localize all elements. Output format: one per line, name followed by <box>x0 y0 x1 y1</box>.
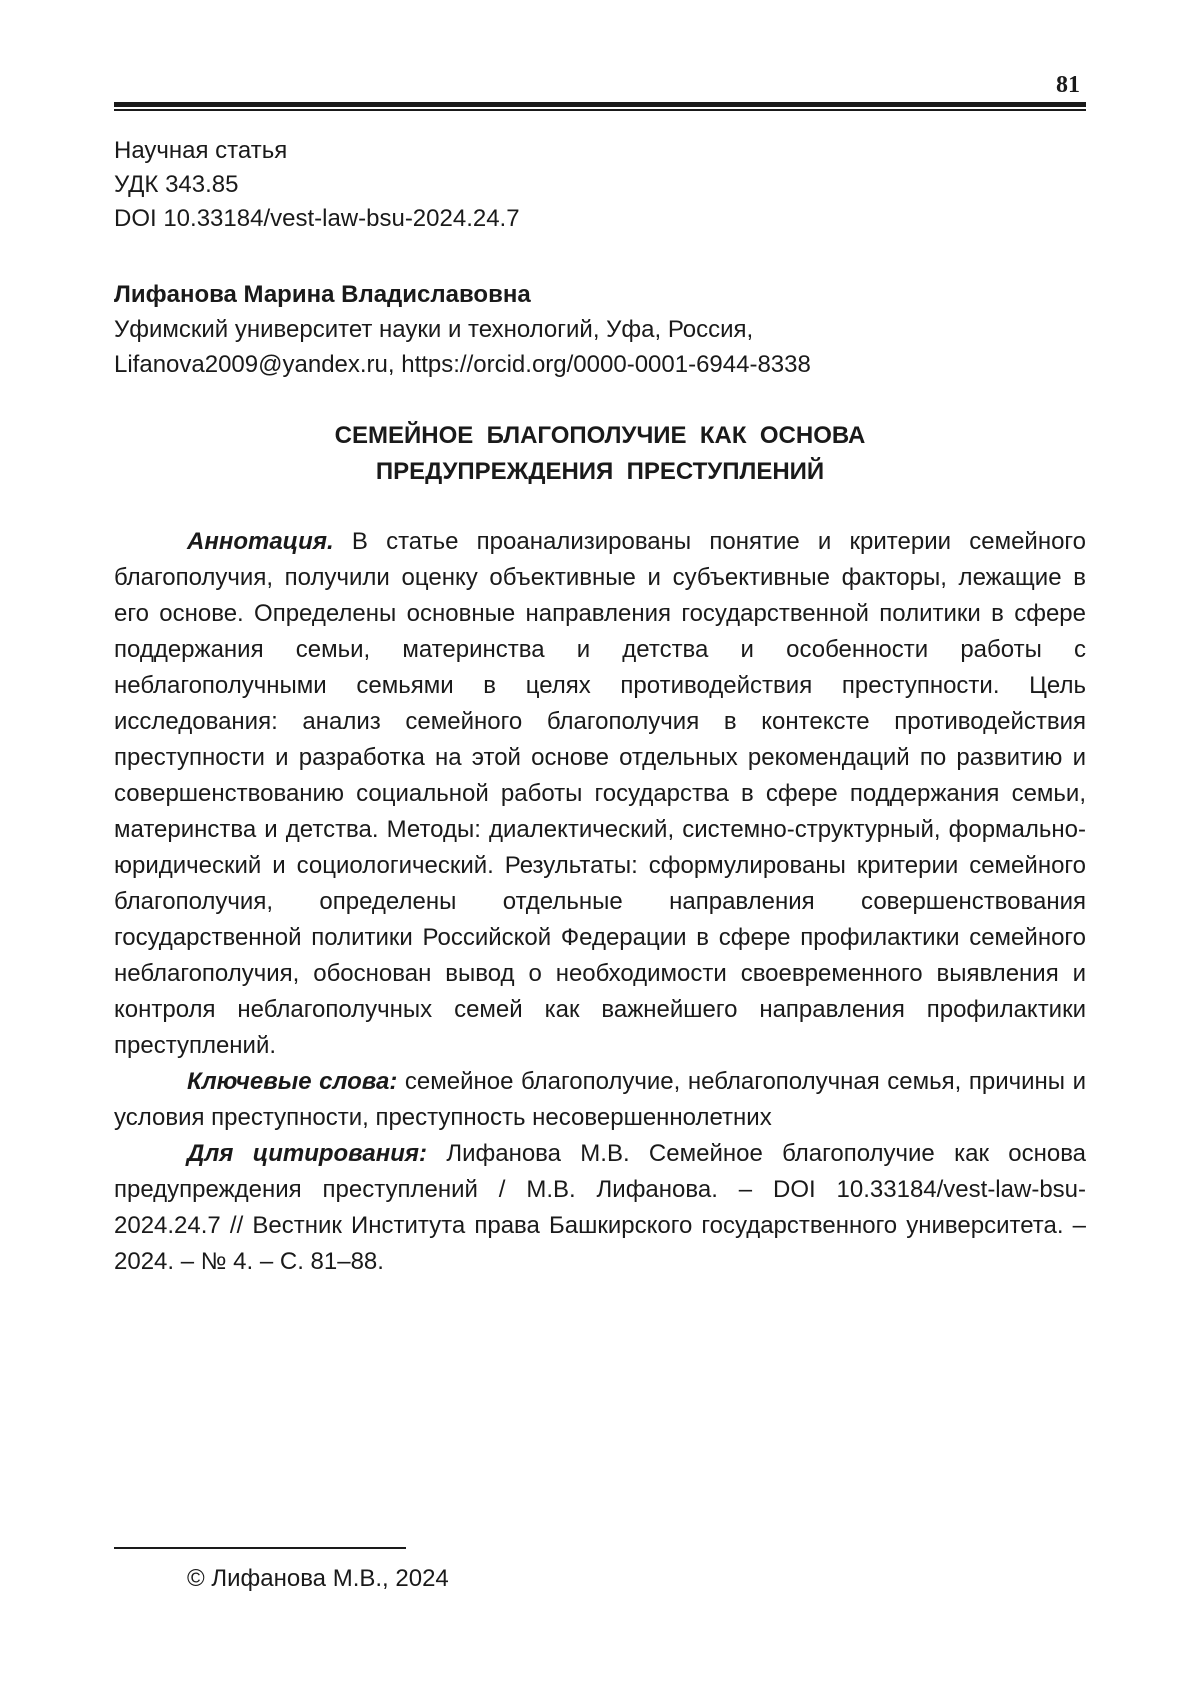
doi: DOI 10.33184/vest-law-bsu-2024.24.7 <box>114 205 520 232</box>
article-title <box>114 418 1086 490</box>
article-type: Научная статья <box>114 137 288 164</box>
citation-text: Лифанова М.В. Семейное благополучие как основа предупреждения преступлений / М.В. Лифанова. – DOI 10.33184/vest-law-bsu-2024.24.7 // Вестник Института права Башкирского государственного университета. – 2024. – № 4. – С. 81–88. <box>114 1140 1087 1275</box>
keywords-label: Ключевые слова: <box>187 1068 398 1095</box>
abstract-label: Аннотация. <box>187 528 334 555</box>
keywords-paragraph <box>114 1064 1086 1136</box>
page-number: 81 <box>1056 72 1080 98</box>
abstract-paragraph <box>114 524 1086 1064</box>
author-name: Лифанова Марина Владиславовна <box>114 281 531 308</box>
footnote-rule <box>114 1547 406 1549</box>
title-line-2: ПРЕДУПРЕЖДЕНИЯ ПРЕСТУПЛЕНИЙ <box>375 458 825 485</box>
udc-code: УДК 343.85 <box>114 171 239 198</box>
copyright-footnote: © Лифанова М.В., 2024 <box>187 1565 449 1592</box>
citation-paragraph <box>114 1136 1086 1280</box>
author-affiliation: Уфимский университет науки и технологий, Уфа, Россия, <box>114 316 754 343</box>
article-meta <box>114 134 520 236</box>
header-rule-thin <box>114 109 1086 111</box>
author-block <box>114 277 1094 382</box>
title-line-1: СЕМЕЙНОЕ БЛАГОПОЛУЧИЕ КАК ОСНОВА <box>334 422 866 449</box>
abstract-text: В статье проанализированы понятие и критерии семейного благополучия, получили оценку объективные и субъективные факторы, лежащие в его основе. Определены основные направления государственной политики в сфере поддержания семьи, материнства и детства и особенности работы с неблагополучными семьями в целях противодействия преступности. Цель исследования: анализ семейного благополучия в контексте противодействия преступности и разработка на этой основе отдельных рекомендаций по развитию и совершенствованию социальной работы государства в сфере поддержания семьи, материнства и детства. Методы: диалектический, системно-структурный, формально-юридический и социологический. Результаты: сформулированы критерии семейного благополучия, определены отдельные направления совершенствования государственной политики Российской Федерации в сфере профилактики семейного неблагополучия, обоснован вывод о необходимости своевременного выявления и контроля неблагополучных семей как важнейшего направления профилактики преступлений. <box>114 528 1086 1059</box>
author-contacts: Lifanova2009@yandex.ru, https://orcid.org/0000-0001-6944-8338 <box>114 351 811 378</box>
header-rule-thick <box>114 102 1086 107</box>
citation-label: Для цитирования: <box>187 1140 427 1167</box>
article-front-matter <box>114 524 1086 1280</box>
keywords-text: семейное благополучие, неблагополучная семья, причины и условия преступности, преступность несовершеннолетних <box>114 1068 1086 1131</box>
